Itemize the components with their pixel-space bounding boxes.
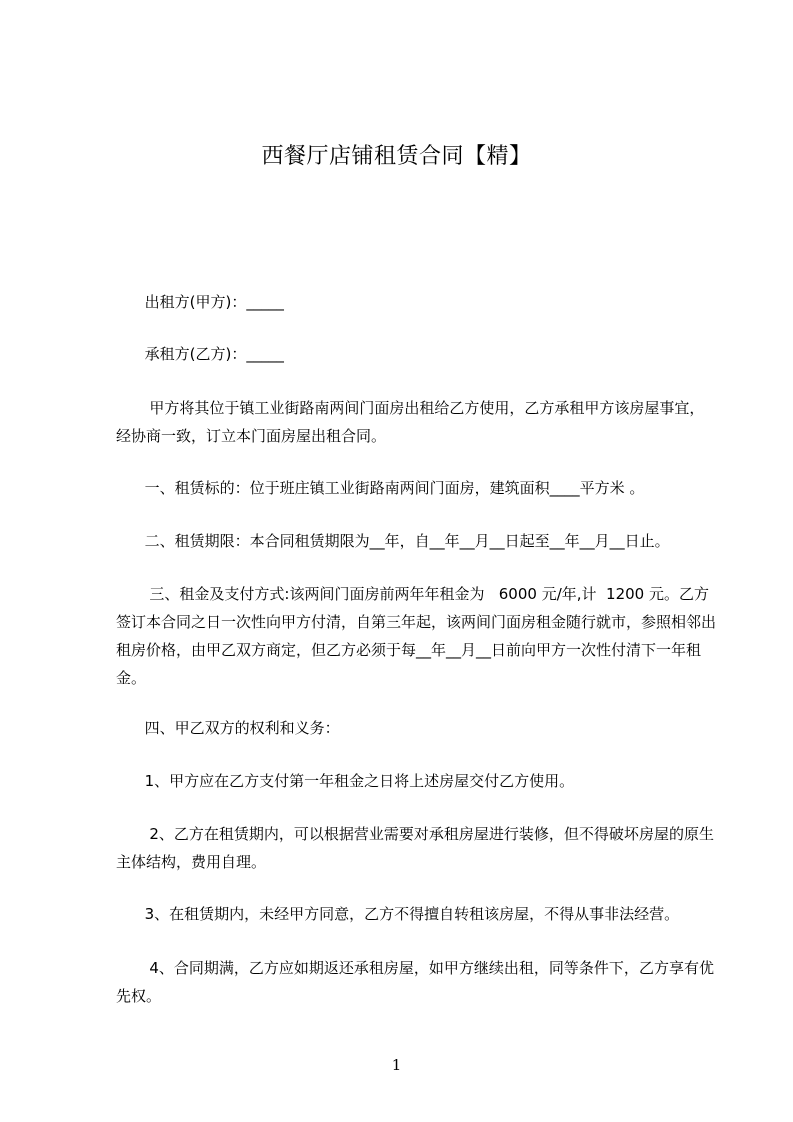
clause-3-rent-payment: 三、租金及支付方式:该两间门面房前两年年租金为 6000 元/年,计 1200 元。乙方签订本合同之日一次性向甲方付清，自第三年起，该两间门面房租金随行就市，参照相邻出租房价格，由甲乙双方商定，但乙方必须于每__年__月__日前向甲方一次性付清下一年租金。 [116,585,717,687]
duty-item-3: 3、在租赁期内，未经甲方同意，乙方不得擅自转租该房屋，不得从事非法经营。 [116,905,680,923]
clause-1-lease-subject: 一、租赁标的：位于班庄镇工业街路南两间门面房，建筑面积____平方米 。 [116,479,645,497]
page-number: 1 [391,1056,402,1074]
document-title: 西餐厅店铺租赁合同【精】 [261,144,532,169]
duty-item-4: 4、合同期满，乙方应如期返还承租房屋，如甲方继续出租，同等条件下，乙方享有优先权。 [116,959,714,1005]
clause-2-lease-term: 二、租赁期限：本合同租赁期限为__年，自__年__月__日起至__年__月__日止。 [116,532,670,550]
duty-item-2: 2、乙方在租赁期内，可以根据营业需要对承租房屋进行装修，但不得破坏房屋的原生主体结构，费用自理。 [116,825,714,871]
clause-4-rights-duties: 四、甲乙双方的权利和义务： [116,719,340,737]
duty-item-1: 1、甲方应在乙方支付第一年租金之日将上述房屋交付乙方使用。 [116,772,575,790]
lessee-line: 承租方(乙方)：_____ [116,345,284,363]
lessor-line: 出租方(甲方)：_____ [116,293,284,311]
intro-paragraph: 甲方将其位于镇工业街路南两间门面房出租给乙方使用，乙方承租甲方该房屋事宜，经协商一致，订立本门面房屋出租合同。 [116,399,705,445]
